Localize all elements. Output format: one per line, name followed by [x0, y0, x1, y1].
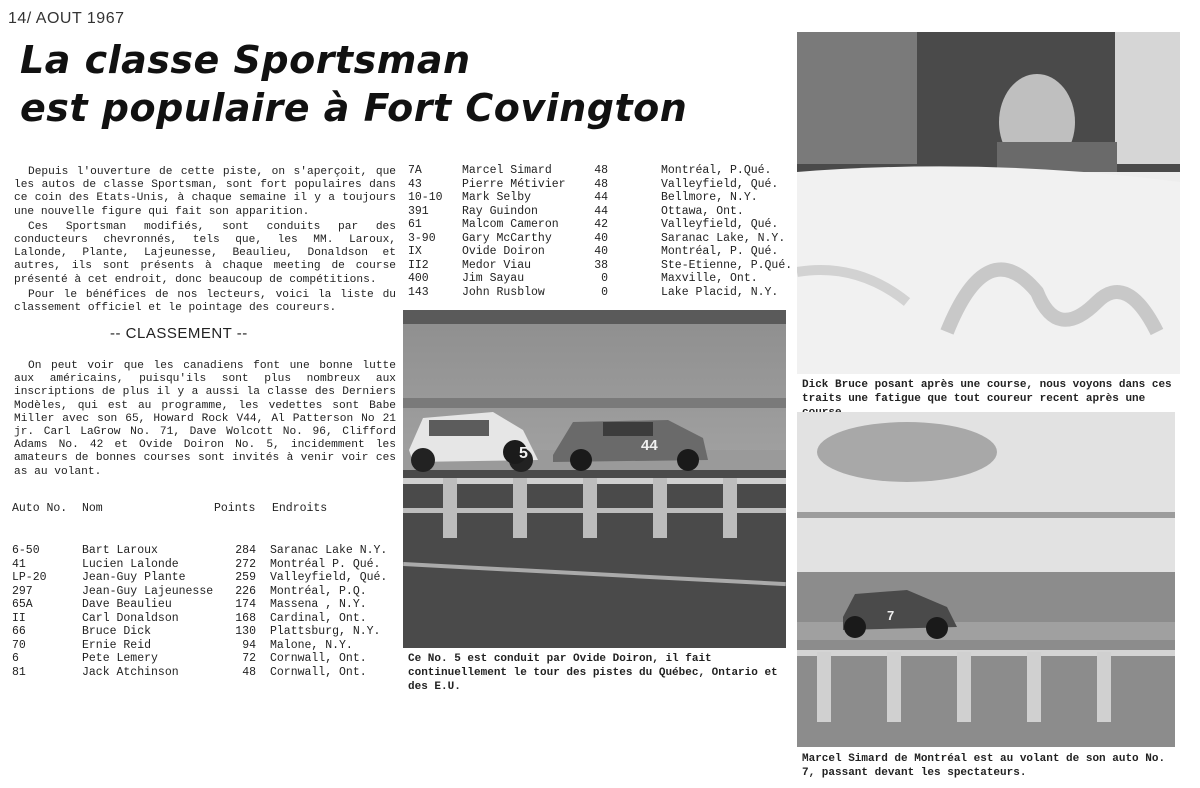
- auto-number: 66: [12, 625, 26, 638]
- driver-name: Gary McCarthy: [462, 231, 552, 245]
- table-row: [408, 286, 793, 300]
- portrait-photo-image: [797, 32, 1180, 374]
- auto-number: II: [12, 611, 26, 625]
- car-number-7: 7: [887, 608, 895, 623]
- driver-city: Plattsburg, N.Y.: [270, 625, 381, 638]
- auto-number: 61: [408, 218, 422, 231]
- article-date: 14/ AOUT 1967: [8, 10, 125, 27]
- driver-name: Bart Laroux: [82, 544, 158, 557]
- intro-paragraph-3: Pour le bénéfices de nos lecteurs, voici la liste du classement officiel et le pointage des coureurs.: [14, 288, 396, 315]
- driver-name: Jean-Guy Plante: [82, 571, 186, 584]
- driver-points: 40: [594, 245, 608, 258]
- driver-name: Malcom Cameron: [462, 218, 559, 231]
- table-row: [408, 178, 793, 192]
- auto-number: 297: [12, 584, 33, 598]
- analysis-paragraph: On peut voir que les canadiens font une bonne lutte aux américains, puisqu'ils sont plus nombreux aux inscriptions de plus il y a aussi la classe des Derniers Modèles, qui est au programme, les vedettes sont Babe Miller avec son 65, Howard Rock V44, Al Patterson No 21 jr. Carl LaGrow No. 71, Dave Wolcott No. 96, Clifford Adams No. 42 et Ovide Doiron No. 5, incidemment les amateurs de bonnes courses sont invités à venir voir ces as au volant.: [14, 360, 396, 478]
- driver-name: Pete Lemery: [82, 652, 158, 665]
- table-row: [408, 218, 793, 232]
- driver-points: 38: [594, 258, 608, 272]
- car7-caption: Marcel Simard de Montréal est au volant de son auto No. 7, passant devant les spectateurs.: [802, 753, 1166, 779]
- header-endroits: Endroits: [272, 502, 328, 515]
- driver-city: Ste-Etienne, P.Qué.: [661, 258, 793, 272]
- driver-points: 259: [235, 571, 256, 584]
- driver-points: 44: [594, 191, 608, 204]
- driver-name: Ernie Reid: [82, 638, 152, 652]
- driver-points: 0: [601, 272, 608, 285]
- auto-number: 10-10: [408, 191, 443, 204]
- driver-name: Medor Viau: [462, 258, 532, 272]
- table-row: [12, 639, 402, 653]
- driver-name: Bruce Dick: [82, 625, 152, 638]
- table-row: [408, 164, 793, 178]
- driver-city: Bellmore, N.Y.: [661, 191, 758, 204]
- table-row: [408, 259, 793, 273]
- driver-points: 48: [594, 177, 608, 191]
- headline-line-2: est populaire à Fort Covington: [20, 86, 688, 130]
- auto-number: 43: [408, 177, 422, 191]
- auto-number: 41: [12, 557, 26, 571]
- table-row: [12, 612, 402, 626]
- driver-city: Montréal, P. Qué.: [661, 245, 779, 258]
- table-row: [12, 652, 402, 666]
- driver-points: 48: [594, 164, 608, 177]
- header-auto-no: Auto No.: [12, 502, 68, 515]
- driver-points: 284: [235, 544, 256, 557]
- analysis-text: [14, 360, 396, 481]
- driver-points: 0: [601, 285, 608, 299]
- driver-name: Jack Atchinson: [82, 665, 179, 679]
- driver-city: Valleyfield, Qué.: [661, 218, 779, 231]
- intro-text: [14, 166, 396, 317]
- driver-points: 48: [242, 665, 256, 679]
- driver-name: Jean-Guy Lajeunesse: [82, 584, 214, 598]
- table-row: [408, 245, 793, 259]
- auto-number: 81: [12, 665, 26, 679]
- portrait-photo: [797, 32, 1180, 374]
- driver-name: Carl Donaldson: [82, 611, 179, 625]
- table-row: [12, 585, 402, 599]
- driver-points: 272: [235, 557, 256, 571]
- driver-name: Lucien Lalonde: [82, 557, 179, 571]
- driver-city: Lake Placid, N.Y.: [661, 285, 779, 299]
- car-number-44: 44: [641, 437, 658, 454]
- auto-number: 400: [408, 272, 429, 285]
- table-row: [12, 666, 402, 680]
- race-photo: [403, 310, 786, 648]
- auto-number: 7A: [408, 164, 422, 177]
- driver-points: 94: [242, 638, 256, 652]
- table-row: [12, 625, 402, 639]
- auto-number: 6: [12, 652, 19, 665]
- table-row: [408, 232, 793, 246]
- driver-city: Saranac Lake, N.Y.: [661, 231, 786, 245]
- driver-name: Jim Sayau: [462, 272, 525, 285]
- driver-name: Ovide Doiron: [462, 245, 545, 258]
- headline-line-1: La classe Sportsman: [20, 38, 471, 82]
- table-row: [12, 558, 402, 572]
- driver-city: Ottawa, Ont.: [661, 204, 744, 218]
- driver-city: Cornwall, Ont.: [270, 652, 367, 665]
- intro-paragraph-2: Ces Sportsman modifiés, sont conduits par des conducteurs chevronnés, tels que, les MM. Laroux, Lalonde, Plante, Lajeunesse, Beaulieu, Donaldson et autres, ils sont présents à chaque meeting de course présenté à cet endroit, donc beaucoup de compétitions.: [14, 220, 396, 286]
- auto-number: 65A: [12, 598, 33, 611]
- headline: [20, 36, 687, 132]
- auto-number: 3-90: [408, 231, 436, 245]
- driver-city: Saranac Lake N.Y.: [270, 544, 388, 557]
- driver-city: Montréal, P.Qué.: [661, 164, 772, 177]
- table-row: [12, 544, 402, 558]
- auto-number: 70: [12, 638, 26, 652]
- car-number-5: 5: [519, 445, 528, 462]
- driver-name: Marcel Simard: [462, 164, 552, 177]
- classement-title: -- CLASSEMENT --: [110, 325, 248, 342]
- driver-name: Ray Guindon: [462, 204, 538, 218]
- driver-city: Montréal P. Qué.: [270, 557, 381, 571]
- driver-name: Dave Beaulieu: [82, 598, 172, 611]
- driver-city: Cardinal, Ont.: [270, 611, 367, 625]
- car7-photo-image: [797, 412, 1175, 747]
- race-photo-image: [403, 310, 786, 648]
- driver-points: 40: [594, 231, 608, 245]
- auto-number: 143: [408, 285, 429, 299]
- auto-number: IX: [408, 245, 422, 258]
- driver-points: 42: [594, 218, 608, 231]
- portrait-caption: Dick Bruce posant après une course, nous voyons dans ces traits une fatigue que tout coureur recent après une: [802, 379, 1172, 405]
- table-row: [12, 598, 402, 612]
- auto-number: 6-50: [12, 544, 40, 557]
- driver-points: 130: [235, 625, 256, 638]
- auto-number: LP-20: [12, 571, 47, 584]
- auto-number: 391: [408, 204, 429, 218]
- race-photo-caption: Ce No. 5 est conduit par Ovide Doiron, il fait continuellement le tour des pistes du Québec, Ontario et des E.U.: [408, 653, 778, 693]
- driver-name: John Rusblow: [462, 285, 545, 299]
- driver-city: Montréal, P.Q.: [270, 584, 367, 598]
- driver-city: Valleyfield, Qué.: [270, 571, 388, 584]
- table-row: [408, 272, 793, 286]
- header-points: Points: [214, 502, 256, 515]
- header-nom: Nom: [82, 502, 103, 515]
- auto-number: II2: [408, 258, 429, 272]
- driver-city: Maxville, Ont.: [661, 272, 758, 285]
- driver-city: Massena , N.Y.: [270, 598, 367, 611]
- driver-points: 174: [235, 598, 256, 611]
- driver-points: 44: [594, 204, 608, 218]
- driver-points: 226: [235, 584, 256, 598]
- driver-name: Mark Selby: [462, 191, 532, 204]
- table-row: [12, 571, 402, 585]
- intro-paragraph-1: Depuis l'ouverture de cette piste, on s'aperçoit, que les autos de classe Sportsman, sont fort populaires dans ce coin des Etats-Unis, à chaque semaine il y a toujours une nouvelle figure qui fait son apparition.: [14, 166, 396, 218]
- table-row: [408, 191, 793, 205]
- driver-points: 168: [235, 611, 256, 625]
- table-row: [408, 205, 793, 219]
- driver-points: 72: [242, 652, 256, 665]
- driver-city: Valleyfield, Qué.: [661, 177, 779, 191]
- driver-city: Malone, N.Y.: [270, 638, 353, 652]
- driver-name: Pierre Métivier: [462, 177, 566, 191]
- driver-city: Cornwall, Ont.: [270, 665, 367, 679]
- car7-photo: [797, 412, 1175, 747]
